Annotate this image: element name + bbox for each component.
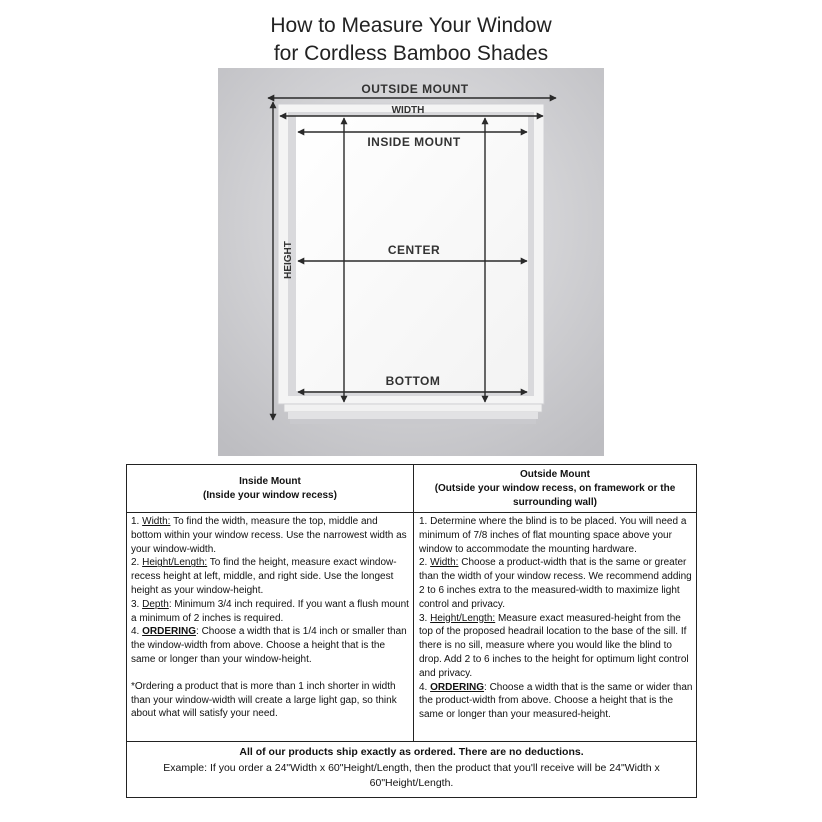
measure-instructions-table <box>126 464 697 798</box>
inside-note: *Ordering a product that is more than 1 inch shorter in width than your window-width will create a large light gap, so think about what will satisfy your need. <box>131 680 397 720</box>
outside-step-1: 1. Determine where the blind is to be placed. You will need a minimum of 7/8 inches of flat mounting space above your window to accommodate the mounting hardware. <box>419 516 687 555</box>
label-bottom: BOTTOM <box>385 374 441 388</box>
sill-edge <box>288 412 538 419</box>
footer-example: Example: If you order a 24"Width x 60"Height/Length, then the product that you'll receive will be 24"Width x 60"Height/Length. <box>163 761 660 789</box>
sill-shadow <box>290 419 536 424</box>
outside-step-4: 4. ORDERING: Choose a width that is the same or wider than the product-width from above. Choose a height that is the same or longer than your measured-height. <box>419 681 693 721</box>
footer-notice: All of our products ship exactly as ordered. There are no deductions. <box>239 746 584 758</box>
outside-mount-subtitle: (Outside your window recess, on framework or the surrounding wall) <box>434 482 676 508</box>
label-inside-mount: INSIDE MOUNT <box>367 135 461 149</box>
outside-mount-instructions <box>419 515 693 722</box>
page-subtitle: for Cordless Bamboo Shades <box>273 42 549 65</box>
outside-step-2: 2. Width: Choose a product-width that is the same or greater than the width of your window recess. We recommend adding 2 to 6 inches extra to the measured-width to maximize light control and privacy. <box>419 557 692 610</box>
inside-step-2: 2. Height/Length: To find the height, measure exact window-recess height at left, middle, and right side. Use the longest height as your window-height. <box>131 557 397 596</box>
outside-mount-heading <box>414 465 696 512</box>
outside-step-3: 3. Height/Length: Measure exact measured-height from the top of the proposed headrail location to the base of the sill. If there is no sill, measure where you would like the blind to drop. Add 2 to 6 inches to the height for optimum light control and privacy. <box>419 612 689 679</box>
window-measure-diagram <box>218 68 604 456</box>
row-divider <box>127 512 696 513</box>
label-height: HEIGHT <box>283 241 294 279</box>
inside-mount-instructions <box>131 515 409 721</box>
outside-mount-title: Outside Mount <box>520 468 590 480</box>
row-divider <box>127 741 696 742</box>
page-title: How to Measure Your Window <box>270 14 552 37</box>
label-outside-mount: OUTSIDE MOUNT <box>361 82 469 96</box>
inside-mount-subtitle: (Inside your window recess) <box>203 489 337 501</box>
inside-step-4: 4. ORDERING: Choose a width that is 1/4 inch or smaller than the window-width from above. Choose a height that is the same or longer than your window-height. <box>131 626 407 665</box>
window-sill <box>284 404 542 412</box>
label-center: CENTER <box>387 243 441 257</box>
table-footer <box>127 743 696 792</box>
label-width: WIDTH <box>391 105 425 116</box>
inside-step-1: 1. Width: To find the width, measure the top, middle and bottom within your window recess. Use the narrowest width as your window-width. <box>131 516 407 555</box>
inside-mount-title: Inside Mount <box>239 475 301 487</box>
inside-mount-heading <box>127 465 413 512</box>
inside-step-3: 3. Depth: Minimum 3/4 inch required. If you want a flush mount a minimum of 2 inches is required. <box>131 598 409 624</box>
